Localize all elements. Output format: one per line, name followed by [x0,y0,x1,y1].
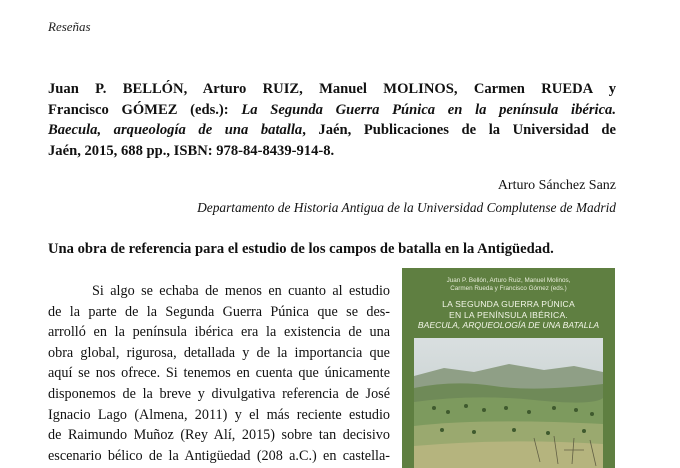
body-line: disponemos de la breve y divulgativa referencia de José [48,385,390,402]
author-affiliation: Departamento de Historia Antigua de la Universidad Complutense de Madrid [197,200,616,215]
citation-line4: Jaén, 2015, 688 pp., ISBN: 978-84-8439-914-8. [48,142,335,159]
body-line: Ignacio Lago (Almena, 2011) y el más reciente estudio [48,406,390,423]
cover-editors: Juan P. Bellón, Arturo Ruiz, Manuel Molinos, Carmen Rueda y Francisco Gómez (eds.) [446,277,571,292]
body-line: de la parte de la Segunda Guerra Púnica que se des- [48,303,390,320]
citation-publisher: , Jaén, Publicaciones de la Universidad de [302,122,616,139]
body-line: aquí se nos ofrece. Si tenemos en cuenta que únicamente [48,365,390,382]
cover-landscape-photo [414,338,603,468]
citation-line2 [48,100,616,121]
body-line: de Raimundo Muñoz (Rey Alí, 2015) sobre tan decisivo [48,427,390,444]
running-head: Reseñas [48,19,91,34]
book-cover-image [402,268,615,468]
cover-subtitle: BAECULA, ARQUEOLOGÍA DE UNA BATALLA [417,320,600,330]
citation-title-line2: La Segunda Guerra Púnica en la península ibérica. [241,101,617,118]
citation-line3 [48,120,616,141]
citation-authors-line2: Francisco GÓMEZ (eds.): [48,101,242,118]
review-body [48,281,390,466]
body-line: escenario bélico de la Antigüedad (208 a.C.) en castella- [48,447,390,464]
citation-authors-line1: Juan P. BELLÓN, Arturo RUIZ, Manuel MOLINOS, Carmen RUEDA y [48,81,616,97]
body-line: Si algo se echaba de menos en cuanto al estudio [92,283,390,299]
body-line: arrolló en la península ibérica era la existencia de una [48,324,390,341]
citation-title-line3: Baecula, arqueología de una batalla [48,122,303,139]
body-line: obra global, rigurosa, detallada y de la importancia que [48,344,390,361]
bibliographic-citation [48,79,616,161]
section-heading: Una obra de referencia para el estudio de los campos de batalla en la Antigüedad. [48,241,554,257]
review-author: Arturo Sánchez Sanz [497,178,616,193]
cover-title: LA SEGUNDA GUERRA PÚNICA EN LA PENÍNSULA IBÉRICA. [442,299,575,320]
